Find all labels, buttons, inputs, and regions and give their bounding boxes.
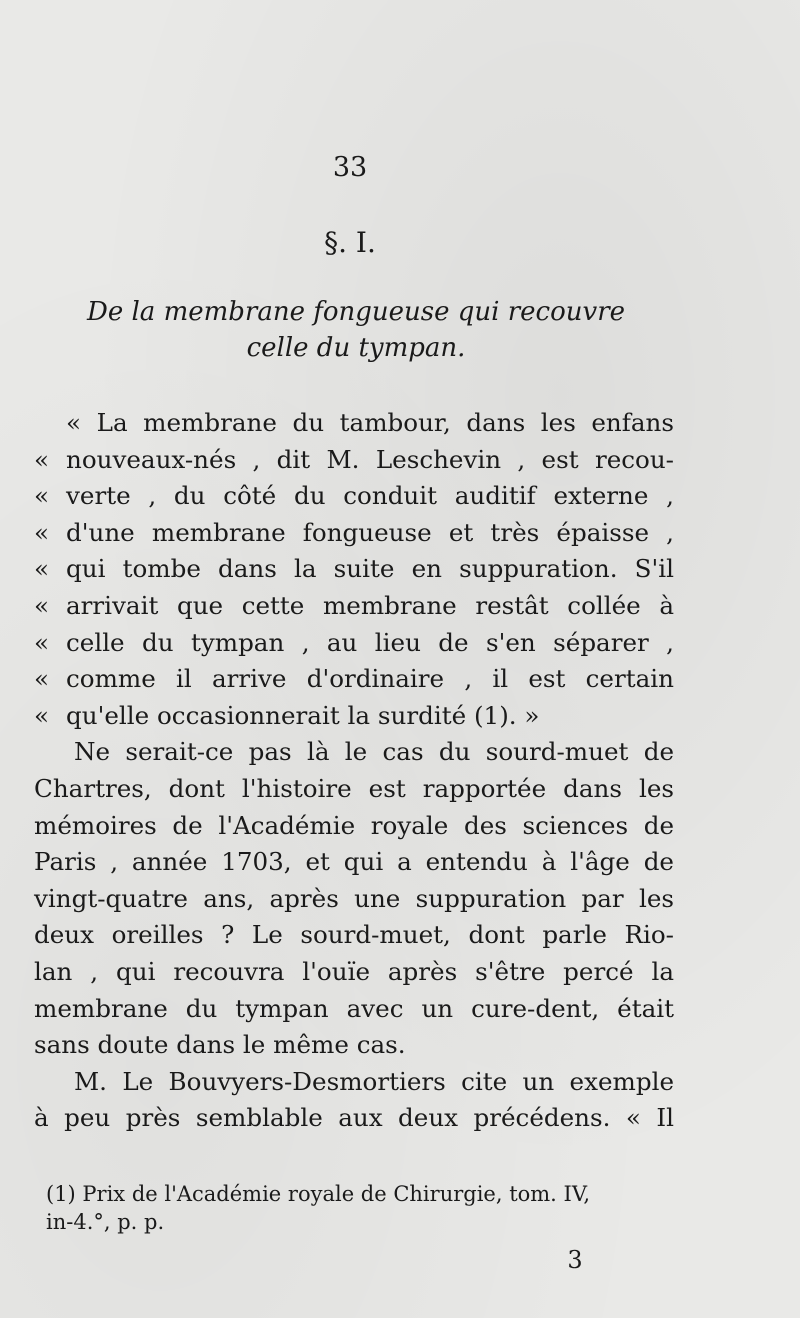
text-line: M. Le Bouvyers-Desmortiers cite un exemple bbox=[74, 1066, 674, 1096]
text-line: mémoires de l'Académie royale des sciences de bbox=[34, 810, 674, 840]
quote-mark: « bbox=[34, 664, 50, 694]
quote-mark: « bbox=[34, 517, 50, 547]
text-line: membrane du tympan avec un cure-dent, était bbox=[34, 993, 674, 1023]
footnote-line-1: (1) Prix de l'Académie royale de Chirurgie, tom. IV, bbox=[46, 1182, 591, 1206]
section-number: §. I. bbox=[324, 226, 376, 259]
heading-line-2: celle du tympan. bbox=[246, 333, 466, 363]
quote-mark: « bbox=[34, 590, 50, 620]
text-line: « comme il arrive d'ordinaire , il est certain bbox=[34, 661, 674, 698]
quote-mark: « bbox=[34, 481, 50, 511]
body-text bbox=[34, 405, 674, 1137]
text-line: sans doute dans le même cas. bbox=[34, 1030, 406, 1060]
page-number: 33 bbox=[332, 152, 368, 183]
quote-mark: « bbox=[34, 627, 50, 657]
text-line: « verte , du côté du conduit auditif externe , bbox=[34, 478, 674, 515]
signature-mark: 3 bbox=[567, 1246, 583, 1274]
text-line: lan , qui recouvra l'ouïe après s'être percé la bbox=[34, 956, 674, 986]
text-line: « d'une membrane fongueuse et très épaisse , bbox=[34, 515, 674, 552]
quote-mark: « bbox=[66, 408, 82, 437]
text-line: Chartres, dont l'histoire est rapportée dans les bbox=[34, 773, 674, 803]
section-heading bbox=[36, 294, 676, 366]
quote-mark: « bbox=[34, 444, 50, 474]
text-line: Paris , année 1703, et qui a entendu à l'âge de bbox=[34, 847, 674, 877]
footnote-line-2: in-4.°, p. p. bbox=[46, 1210, 165, 1234]
quote-mark: « bbox=[34, 700, 50, 730]
text-line: à peu près semblable aux deux précédens. « Il bbox=[34, 1103, 674, 1133]
text-line: « celle du tympan , au lieu de s'en séparer , bbox=[34, 625, 674, 662]
text-line: « La membrane du tambour, dans les enfans bbox=[66, 408, 675, 437]
text-line: « qui tombe dans la suite en suppuration. S'il bbox=[34, 551, 674, 588]
text-line: vingt-quatre ans, après une suppuration par les bbox=[34, 883, 674, 913]
footnote bbox=[46, 1180, 676, 1236]
quote-mark: « bbox=[34, 554, 50, 584]
text-line: « qu'elle occasionnerait la surdité (1). » bbox=[34, 698, 674, 735]
text-line: deux oreilles ? Le sourd-muet, dont parle Rio- bbox=[34, 920, 674, 950]
text-line: « nouveaux-nés , dit M. Leschevin , est recou- bbox=[34, 442, 674, 479]
heading-line-1: De la membrane fongueuse qui recouvre bbox=[86, 297, 626, 327]
text-line: Ne serait-ce pas là le cas du sourd-muet de bbox=[74, 737, 674, 767]
text-line: « arrivait que cette membrane restât collée à bbox=[34, 588, 674, 625]
